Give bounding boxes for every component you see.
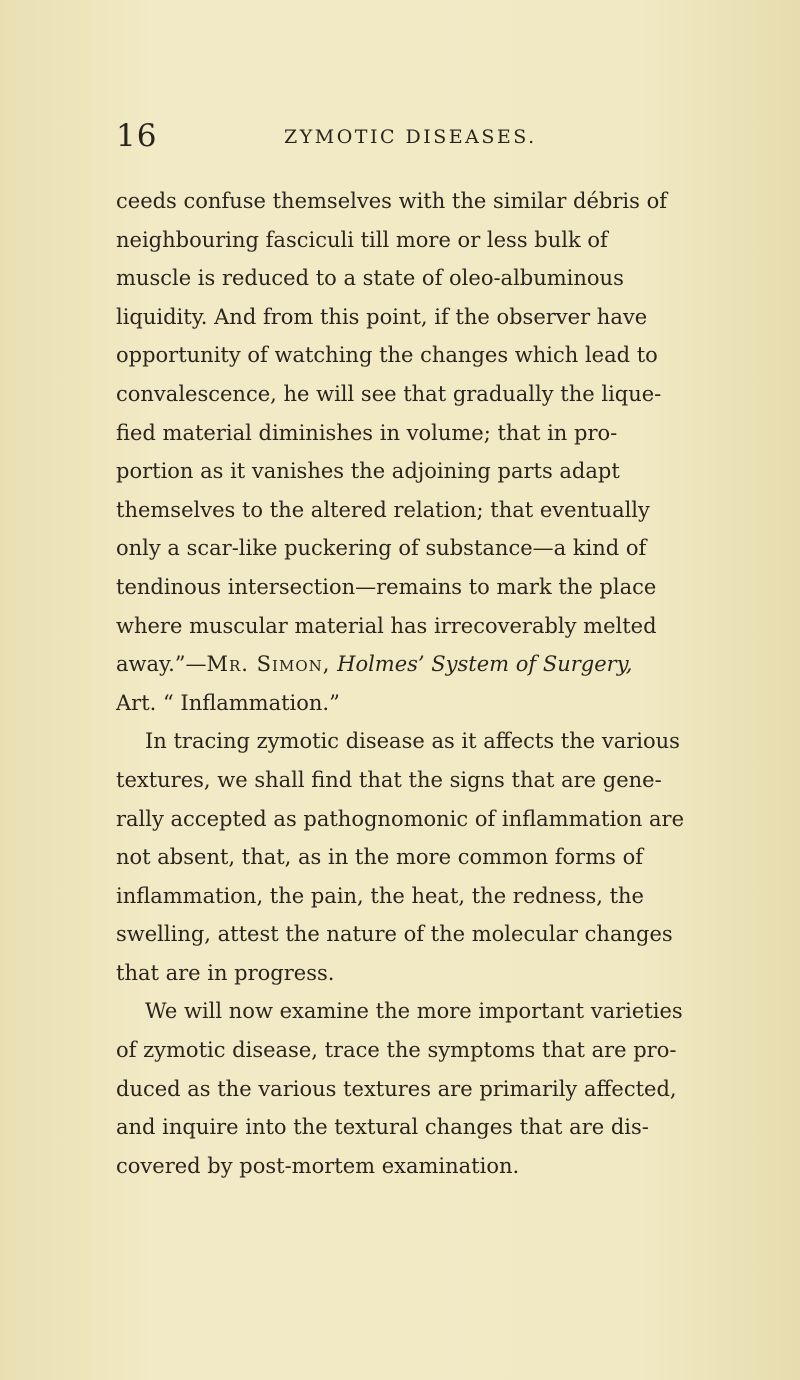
citation-work: Holmes’ System of Surgery, <box>337 652 633 677</box>
running-title: ZYMOTIC DISEASES. <box>284 126 537 148</box>
text-line: and inquire into the textural changes that are dis- <box>116 1115 649 1140</box>
page-number: 16 <box>116 118 158 154</box>
text-line: inflammation, the pain, the heat, the redness, the <box>116 883 644 908</box>
text-line: covered by post-mortem examination. <box>116 1153 520 1178</box>
text-line: tendinous intersection—remains to mark the place <box>116 574 657 599</box>
text-line: swelling, attest the nature of the molecular changes <box>116 922 673 947</box>
text-line: fied material diminishes in volume; that in pro- <box>116 420 618 445</box>
text-line: portion as it vanishes the adjoining parts adapt <box>116 459 620 484</box>
text-line: not absent, that, as in the more common forms of <box>116 845 643 870</box>
text-line: rally accepted as pathognomonic of inflammation are <box>116 806 685 831</box>
text-line: opportunity of watching the changes which lead to <box>116 343 658 368</box>
citation-lead: away.”— <box>116 652 207 677</box>
text-line: ceeds confuse themselves with the similar débris of <box>116 189 667 213</box>
citation-author: Mr. Simon, <box>206 652 331 677</box>
body-text <box>116 182 740 1185</box>
text-line: liquidity. And from this point, if the observer have <box>116 304 648 329</box>
citation-article: Art. “ Inflammation.” <box>116 690 340 715</box>
text-line: themselves to the altered relation; that eventually <box>116 497 650 522</box>
text-line: where muscular material has irrecoverably melted <box>116 613 657 638</box>
text-line: that are in progress. <box>116 960 335 985</box>
text-line: We will now examine the more important varieties <box>145 999 683 1024</box>
text-line: convalescence, he will see that gradually the lique- <box>116 381 662 406</box>
citation-line <box>116 645 740 684</box>
text-line: In tracing zymotic disease as it affects the various <box>145 729 680 754</box>
text-line: duced as the various textures are primarily affected, <box>116 1076 677 1101</box>
text-line: only a scar-like puckering of substance—a kind of <box>116 536 647 561</box>
text-line: textures, we shall find that the signs that are gene- <box>116 767 662 792</box>
text-line: of zymotic disease, trace the symptoms that are pro- <box>116 1038 677 1063</box>
text-line: neighbouring fasciculi till more or less bulk of <box>116 227 608 252</box>
page-header <box>116 118 736 158</box>
text-line: muscle is reduced to a state of oleo-albuminous <box>116 266 624 291</box>
